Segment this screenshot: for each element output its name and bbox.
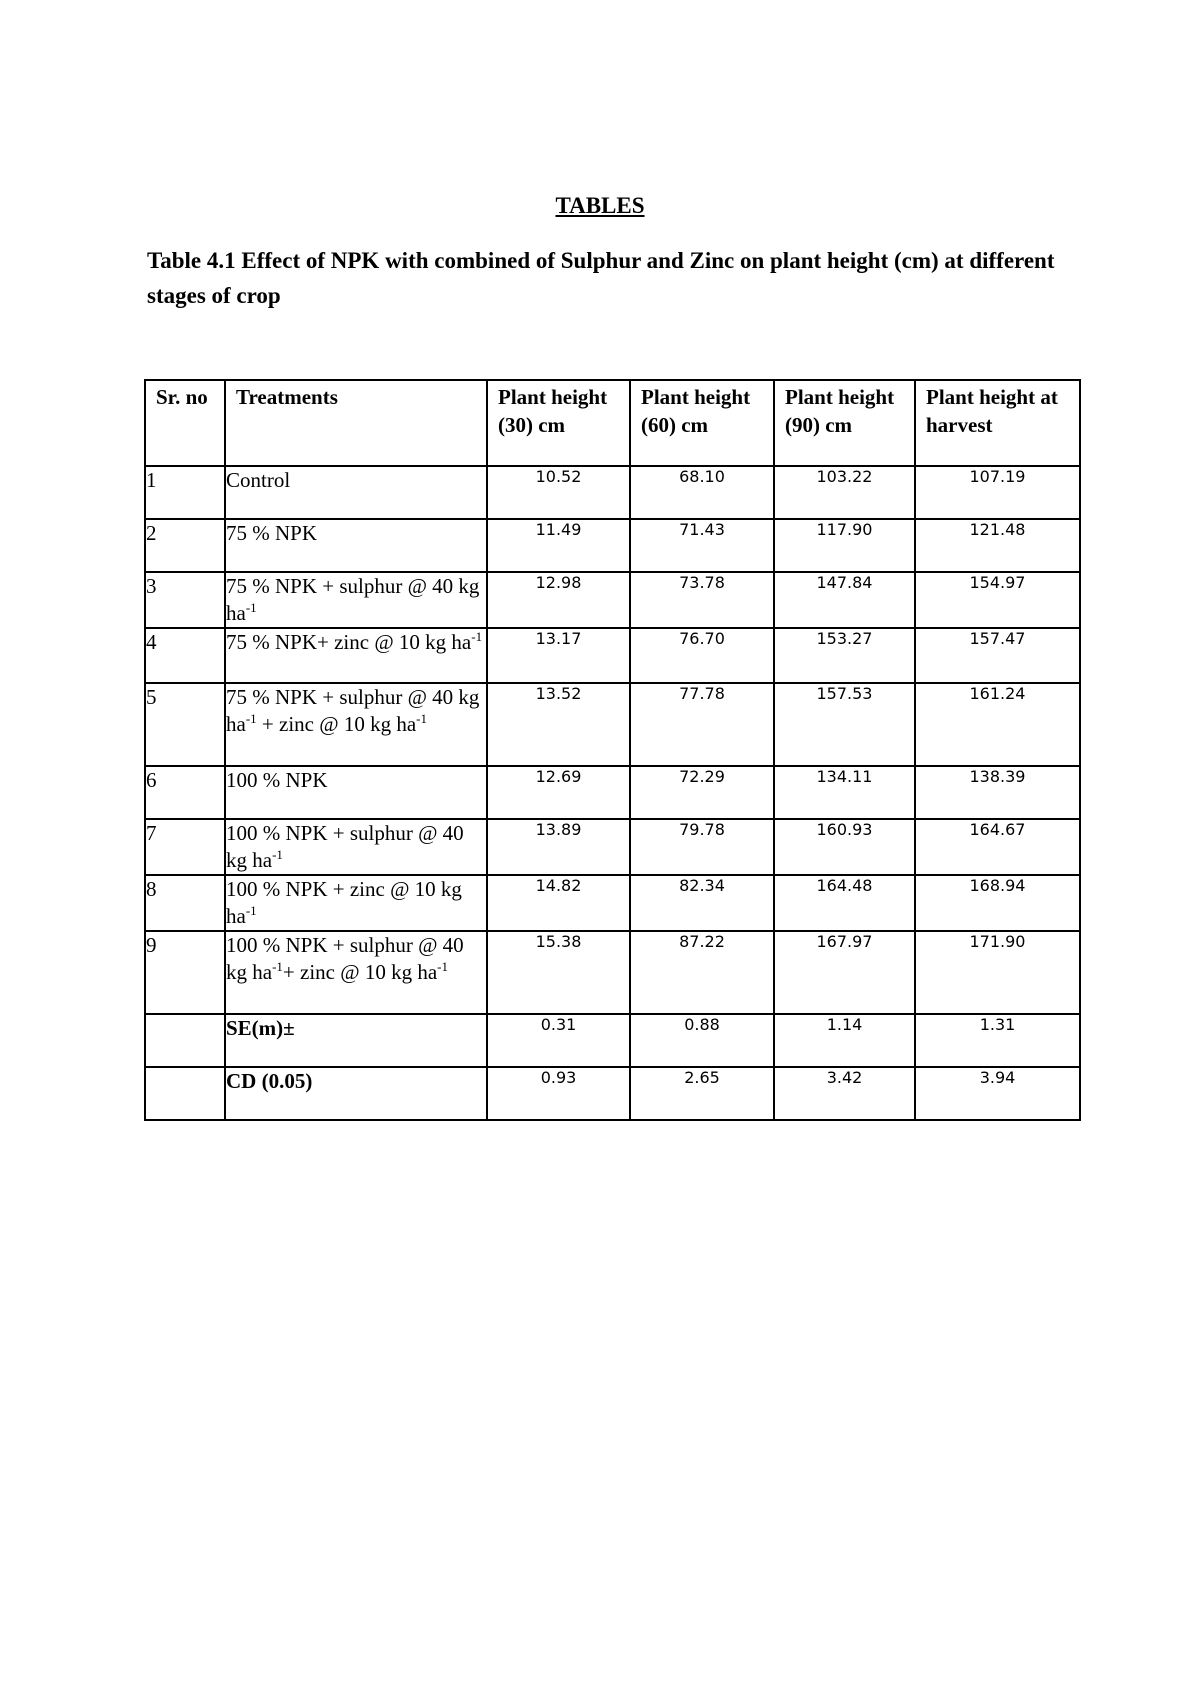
stat-label: CD (0.05) (225, 1067, 487, 1120)
height-30-cell: 0.93 (487, 1067, 630, 1120)
height-harvest-cell: 3.94 (915, 1067, 1080, 1120)
table-row (145, 931, 1080, 1014)
height-60-cell: 68.10 (630, 466, 774, 519)
table-row (145, 766, 1080, 819)
header-height-90: Plant height (90) cm (774, 380, 915, 466)
sr-no-cell: 9 (145, 931, 225, 1014)
header-sr-no: Sr. no (145, 380, 225, 466)
stat-row-cd (145, 1067, 1080, 1120)
header-treatments: Treatments (225, 380, 487, 466)
table-row (145, 519, 1080, 572)
height-harvest-cell: 161.24 (915, 683, 1080, 766)
treatment-cell: 100 % NPK + sulphur @ 40 kg $ha^{-1}$ (225, 819, 487, 875)
height-90-cell: 157.53 (774, 683, 915, 766)
treatment-cell: 100 % NPK (225, 766, 487, 819)
height-90-cell: 1.14 (774, 1014, 915, 1067)
height-90-cell: 3.42 (774, 1067, 915, 1120)
height-90-cell: 147.84 (774, 572, 915, 628)
treatment-cell: Control (225, 466, 487, 519)
treatment-cell: 75 % NPK + sulphur @ 40 kg $ha^{-1}$ + zinc @ 10 kg $ha^{-1}$ (225, 683, 487, 766)
height-30-cell: 12.69 (487, 766, 630, 819)
treatment-cell: 100 % NPK + zinc @ 10 kg $ha^{-1}$ (225, 875, 487, 931)
height-90-cell: 117.90 (774, 519, 915, 572)
height-30-cell: 13.17 (487, 628, 630, 683)
height-harvest-cell: 164.67 (915, 819, 1080, 875)
page-heading: TABLES (555, 193, 645, 218)
height-60-cell: 79.78 (630, 819, 774, 875)
height-60-cell: 2.65 (630, 1067, 774, 1120)
height-30-cell: 12.98 (487, 572, 630, 628)
table-row (145, 628, 1080, 683)
header-height-30: Plant height (30) cm (487, 380, 630, 466)
height-90-cell: 160.93 (774, 819, 915, 875)
sr-no-cell: 1 (145, 466, 225, 519)
height-60-cell: 0.88 (630, 1014, 774, 1067)
height-60-cell: 71.43 (630, 519, 774, 572)
sr-no-cell: 4 (145, 628, 225, 683)
height-90-cell: 167.97 (774, 931, 915, 1014)
height-harvest-cell: 138.39 (915, 766, 1080, 819)
height-60-cell: 82.34 (630, 875, 774, 931)
table-caption: Table 4.1 Effect of NPK with combined of Sulphur and Zinc on plant height (cm) at different stages of crop (147, 248, 1055, 308)
height-60-cell: 72.29 (630, 766, 774, 819)
height-harvest-cell: 171.90 (915, 931, 1080, 1014)
height-90-cell: 164.48 (774, 875, 915, 931)
height-60-cell: 76.70 (630, 628, 774, 683)
empty-cell (145, 1014, 225, 1067)
height-60-cell: 87.22 (630, 931, 774, 1014)
stat-row-sem (145, 1014, 1080, 1067)
height-60-cell: 73.78 (630, 572, 774, 628)
height-harvest-cell: 157.47 (915, 628, 1080, 683)
treatment-cell: 75 % NPK (225, 519, 487, 572)
header-height-60: Plant height (60) cm (630, 380, 774, 466)
height-30-cell: 13.52 (487, 683, 630, 766)
treatment-cell: 75 % NPK+ zinc @ 10 kg $ha^{-1}$ (225, 628, 487, 683)
sr-no-cell: 6 (145, 766, 225, 819)
height-harvest-cell: 154.97 (915, 572, 1080, 628)
sr-no-cell: 8 (145, 875, 225, 931)
height-60-cell: 77.78 (630, 683, 774, 766)
treatment-cell: 100 % NPK + sulphur @ 40 kg $ha^{-1}+$ zinc @ 10 kg $ha^{-1}$ (225, 931, 487, 1014)
height-90-cell: 153.27 (774, 628, 915, 683)
height-30-cell: 10.52 (487, 466, 630, 519)
height-30-cell: 0.31 (487, 1014, 630, 1067)
header-row (145, 380, 1080, 466)
empty-cell (145, 1067, 225, 1120)
stat-label: SE(m)± (225, 1014, 487, 1067)
height-harvest-cell: 1.31 (915, 1014, 1080, 1067)
table-row (145, 683, 1080, 766)
height-30-cell: 14.82 (487, 875, 630, 931)
sr-no-cell: 3 (145, 572, 225, 628)
height-harvest-cell: 107.19 (915, 466, 1080, 519)
header-height-harvest: Plant height at harvest (915, 380, 1080, 466)
height-30-cell: 15.38 (487, 931, 630, 1014)
treatment-cell: 75 % NPK + sulphur @ 40 kg $ha^{-1}$ (225, 572, 487, 628)
height-90-cell: 103.22 (774, 466, 915, 519)
sr-no-cell: 7 (145, 819, 225, 875)
table-row (145, 572, 1080, 628)
height-harvest-cell: 121.48 (915, 519, 1080, 572)
height-30-cell: 11.49 (487, 519, 630, 572)
plant-height-table (144, 379, 1081, 1121)
sr-no-cell: 2 (145, 519, 225, 572)
table-row (145, 875, 1080, 931)
height-90-cell: 134.11 (774, 766, 915, 819)
height-30-cell: 13.89 (487, 819, 630, 875)
sr-no-cell: 5 (145, 683, 225, 766)
height-harvest-cell: 168.94 (915, 875, 1080, 931)
table-row (145, 819, 1080, 875)
table-row (145, 466, 1080, 519)
